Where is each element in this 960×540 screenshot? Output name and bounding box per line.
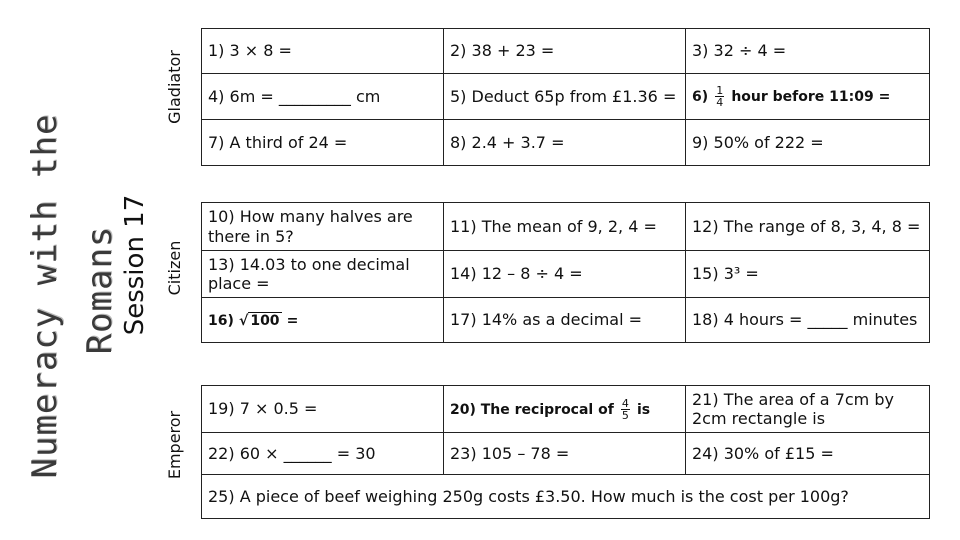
level-emperor: Emperor bbox=[165, 410, 184, 480]
question-20-numerator: 4 bbox=[621, 396, 629, 410]
question-12: 12) The range of 8, 3, 4, 8 = bbox=[686, 203, 930, 251]
session-label: Session 17 bbox=[120, 194, 150, 336]
emperor-table bbox=[201, 385, 930, 519]
question-24: 24) 30% of £15 = bbox=[686, 433, 930, 475]
question-21: 21) The area of a 7cm by 2cm rectangle is bbox=[686, 386, 930, 433]
question-15: 15) 3³ = bbox=[686, 251, 930, 298]
question-5: 5) Deduct 65p from £1.36 = bbox=[444, 74, 686, 120]
question-6-denominator: 4 bbox=[716, 96, 724, 109]
question-16 bbox=[202, 298, 444, 343]
question-16-suffix: = bbox=[286, 313, 299, 330]
question-3: 3) 32 ÷ 4 = bbox=[686, 29, 930, 74]
question-1: 1) 3 × 8 = bbox=[202, 29, 444, 74]
question-6-numerator: 1 bbox=[716, 84, 724, 97]
question-7: 7) A third of 24 = bbox=[202, 120, 444, 166]
question-14: 14) 12 – 8 ÷ 4 = bbox=[444, 251, 686, 298]
question-6 bbox=[686, 74, 930, 120]
title-line1: Numeracy with the bbox=[25, 113, 65, 479]
question-20-fraction bbox=[621, 398, 630, 421]
question-10: 10) How many halves are there in 5? bbox=[202, 203, 444, 251]
question-6-suffix: hour before 11:09 = bbox=[731, 89, 891, 105]
question-2: 2) 38 + 23 = bbox=[444, 29, 686, 74]
question-6-prefix: 6) bbox=[692, 89, 709, 105]
question-11: 11) The mean of 9, 2, 4 = bbox=[444, 203, 686, 251]
question-22: 22) 60 × ______ = 30 bbox=[202, 433, 444, 475]
question-4: 4) 6m = _________ cm bbox=[202, 74, 444, 120]
title-line2: Romans bbox=[80, 225, 120, 355]
question-16-radicand: 100 bbox=[250, 313, 280, 330]
question-16-prefix: 16) bbox=[208, 313, 234, 330]
question-25: 25) A piece of beef weighing 250g costs £3.50. How much is the cost per 100g? bbox=[202, 475, 930, 519]
question-20 bbox=[444, 386, 686, 433]
question-6-fraction bbox=[715, 85, 724, 108]
gladiator-table bbox=[201, 28, 930, 166]
question-9: 9) 50% of 222 = bbox=[686, 120, 930, 166]
question-17: 17) 14% as a decimal = bbox=[444, 298, 686, 343]
level-gladiator: Gladiator bbox=[165, 50, 184, 124]
question-19: 19) 7 × 0.5 = bbox=[202, 386, 444, 433]
citizen-table bbox=[201, 202, 930, 343]
question-8: 8) 2.4 + 3.7 = bbox=[444, 120, 686, 166]
level-citizen: Citizen bbox=[165, 240, 184, 296]
question-18: 18) 4 hours = _____ minutes bbox=[686, 298, 930, 343]
question-23: 23) 105 – 78 = bbox=[444, 433, 686, 475]
question-20-prefix: 20) The reciprocal of bbox=[450, 401, 614, 418]
question-20-suffix: is bbox=[637, 401, 651, 418]
question-13: 13) 14.03 to one decimal place = bbox=[202, 251, 444, 298]
question-20-denominator: 5 bbox=[621, 408, 629, 422]
sqrt-icon: √ bbox=[238, 313, 249, 330]
